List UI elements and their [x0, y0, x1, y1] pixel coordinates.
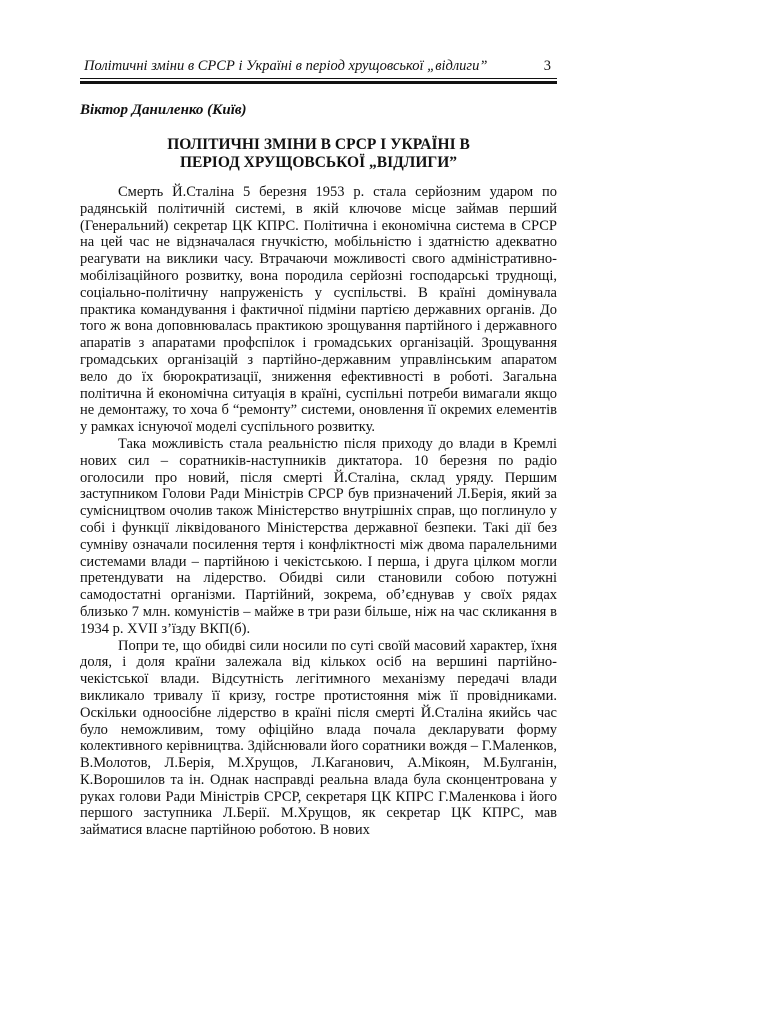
running-title: Політичні зміни в СРСР і Україні в період хрущовської „відлиги” — [84, 58, 488, 74]
body-paragraph-3: Попри те, що обидві сили носили по суті своїй масовий характер, їхня доля, і доля країни залежала від кількох осіб на вершині партійно-чекістської влади. Відсутність легітимного механізму передачі влади викликало тривалу її кризу, гостре протистояння між її провідниками. Оскільки одноосібне лідерство в країні після смерті Й.Сталіна якийсь час було неможливим, тому офіційно влада почала декларувати форму колективного керівництва. Здійснювали його соратники вождя – Г.Маленков, В.Молотов, Л.Берія, М.Хрущов, Л.Каганович, А.Мікоян, М.Булганін, К.Ворошилов та ін. Однак насправді реальна влада була сконцентрована у руках голови Ради Міністрів СРСР, секретаря ЦК КПРС Г.Маленкова і його першого заступника Л.Берії. М.Хрущов, як секретар ЦК КПРС, мав займатися власне партійною роботою. В нових — [80, 637, 557, 839]
article-body — [80, 184, 557, 839]
journal-page — [80, 56, 557, 839]
body-paragraph-1: Смерть Й.Сталіна 5 березня 1953 р. стала серйозним ударом по радянській політичній системі, в якій ключове місце займав перший (Генеральний) секретар ЦК КПРС. Політична і економічна система в СРСР на цей час не відзначалася гнучкістю, мобільністю і здатністю адекватно реагувати на виклики часу. Втрачаючи можливості свого адміністративно-мобілізаційного розвитку, вона породила серйозні господарські труднощі, соціально-політичну напруженість у суспільстві. В країні домінувала практика командування і фактичної підміни партією державних органів. До того ж вона доповнювалась практикою зрощування партійного і державного апаратів з апаратами профспілок і громадських організацій. Зрощування громадських організацій з партійно-державним управлінським апаратом вело до їх бюрократизації, зниження ефективності в роботі. Загальна політична й економічна ситуація в країні, суспільні потреби вимагали якщо не демонтажу, то хоча б “ремонту” системи, оновлення її окремих елементів у рамках існуючої моделі суспільного розвитку. — [80, 184, 557, 436]
article-author: Віктор Даниленко (Київ) — [80, 102, 247, 118]
header-rule-thick — [80, 81, 557, 84]
article-title — [80, 136, 557, 172]
header-rule-thin — [80, 78, 557, 79]
page-number: 3 — [543, 58, 551, 74]
article-title-line-2: ПЕРІОД ХРУЩОВСЬКОЇ „ВІДЛИГИ” — [179, 154, 458, 171]
article-title-line-1: ПОЛІТИЧНІ ЗМІНИ В СРСР І УКРАЇНІ В — [167, 136, 470, 153]
body-paragraph-2: Така можливість стала реальністю після приходу до влади в Кремлі нових сил – соратників-наступників диктатора. 10 березня по радіо оголосили про новий, після смерті Й.Сталіна, склад уряду. Першим заступником Голови Ради Міністрів СРСР був призначений Л.Берія, який за сумісництвом очолив також Міністерство внутрішніх справ, що поглинуло у собі і функції ліквідованого Міністерства державної безпеки. Такі дії без сумніву означали посилення тертя і конфліктності між двома паралельними системами влади – партійною і чекістською. І перша, і друга цілком могли претендувати на лідерство. Обидві сили становили собою потужні самодостатні організми. Партійний, зокрема, об’єднував у своїх рядах близько 7 млн. комуністів – майже в три рази більше, ніж на час скликання в 1934 р. XVII з’їзду ВКП(б). — [80, 435, 557, 637]
running-header — [80, 56, 557, 76]
